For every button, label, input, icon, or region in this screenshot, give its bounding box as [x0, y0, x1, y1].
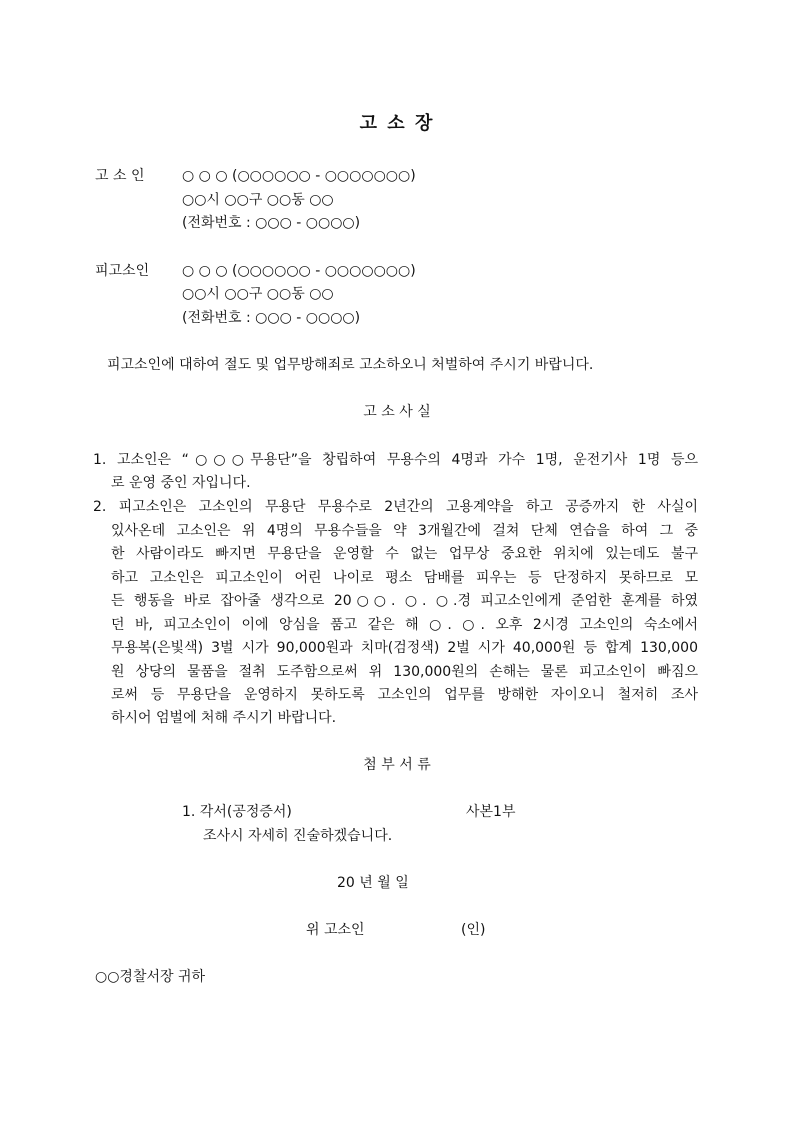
fact-2-line-9: 로써 등 무용단을 운영하지 못하도록 고소인의 업무를 방해한 자이오니 철저히 조사: [111, 687, 698, 703]
date-line: 20 년 월 일: [337, 875, 409, 891]
defendant-name: ○ ○ ○ (○○○○○○ - ○○○○○○○): [182, 263, 416, 279]
fact-2-line-6: 던 바, 피고소인이 이에 앙심을 품고 같은 해 ○. ○. 오후 2시경 고소인의 숙소에서: [111, 617, 698, 633]
attachment-note: 조사시 자세히 진술하겠습니다.: [203, 828, 393, 844]
document-title: 고 소 장: [359, 113, 435, 134]
defendant-label: 피고소인: [95, 263, 150, 279]
complainant-phone: (전화번호 : ○○○ - ○○○○): [182, 215, 361, 231]
fact-2-line-4: 하고 고소인은 피고소인이 어린 나이로 평소 담배를 피우는 등 단정하지 못하므로 모: [111, 570, 698, 586]
complainant-address: ○○시 ○○구 ○○동 ○○: [182, 192, 334, 208]
intro-statement: 피고소인에 대하여 절도 및 업무방해죄로 고소하오니 처벌하여 주시기 바랍니다.: [107, 357, 594, 373]
fact-2-line-3: 한 사람이라도 빠지면 무용단을 운영할 수 없는 업무상 중요한 위치에 있는데도 불구: [111, 546, 698, 562]
fact-2-line-1: 2. 피고소인은 고소인의 무용단 무용수로 2년간의 고용계약을 하고 공증까지 한 사실이: [93, 499, 698, 515]
complainant-name: ○ ○ ○ (○○○○○○ - ○○○○○○○): [182, 168, 416, 184]
fact-2-line-8: 원 상당의 물품을 절취 도주함으로써 위 130,000원의 손해는 물론 피고소인이 빠짐으: [111, 664, 698, 680]
attachments-heading: 첨 부 서 류: [363, 757, 431, 773]
signer-label: 위 고소인: [306, 922, 365, 938]
defendant-address: ○○시 ○○구 ○○동 ○○: [182, 286, 334, 302]
fact-1-line-1: 1. 고소인은 “○○○무용단”을 창립하여 무용수의 4명과 가수 1명, 운전기사 1명 등으: [93, 452, 698, 468]
defendant-phone: (전화번호 : ○○○ - ○○○○): [182, 310, 361, 326]
fact-2-line-10: 하시어 엄벌에 처해 주시기 바랍니다.: [111, 710, 337, 726]
attachment-copies: 사본1부: [466, 804, 516, 820]
complainant-label: 고 소 인: [95, 168, 145, 184]
facts-heading: 고 소 사 실: [363, 404, 431, 420]
fact-2-line-2: 있사온데 고소인은 위 4명의 무용수들을 약 3개월간에 걸쳐 단체 연습을 하여 그 중: [111, 523, 698, 539]
fact-2-line-5: 든 행동을 바로 잡아줄 생각으로 20○○. ○. ○.경 피고소인에게 준엄한 훈계를 하였: [111, 593, 698, 609]
signer-seal: (인): [461, 922, 486, 938]
addressee: ○○경찰서장 귀하: [95, 969, 206, 985]
fact-1-line-2: 로 운영 중인 자입니다.: [111, 475, 251, 491]
attachment-item: 1. 각서(공정증서): [182, 804, 292, 820]
fact-2-line-7: 무용복(은빛색) 3벌 시가 90,000원과 치마(검정색) 2벌 시가 40,000원 등 합계 130,000: [111, 640, 698, 656]
